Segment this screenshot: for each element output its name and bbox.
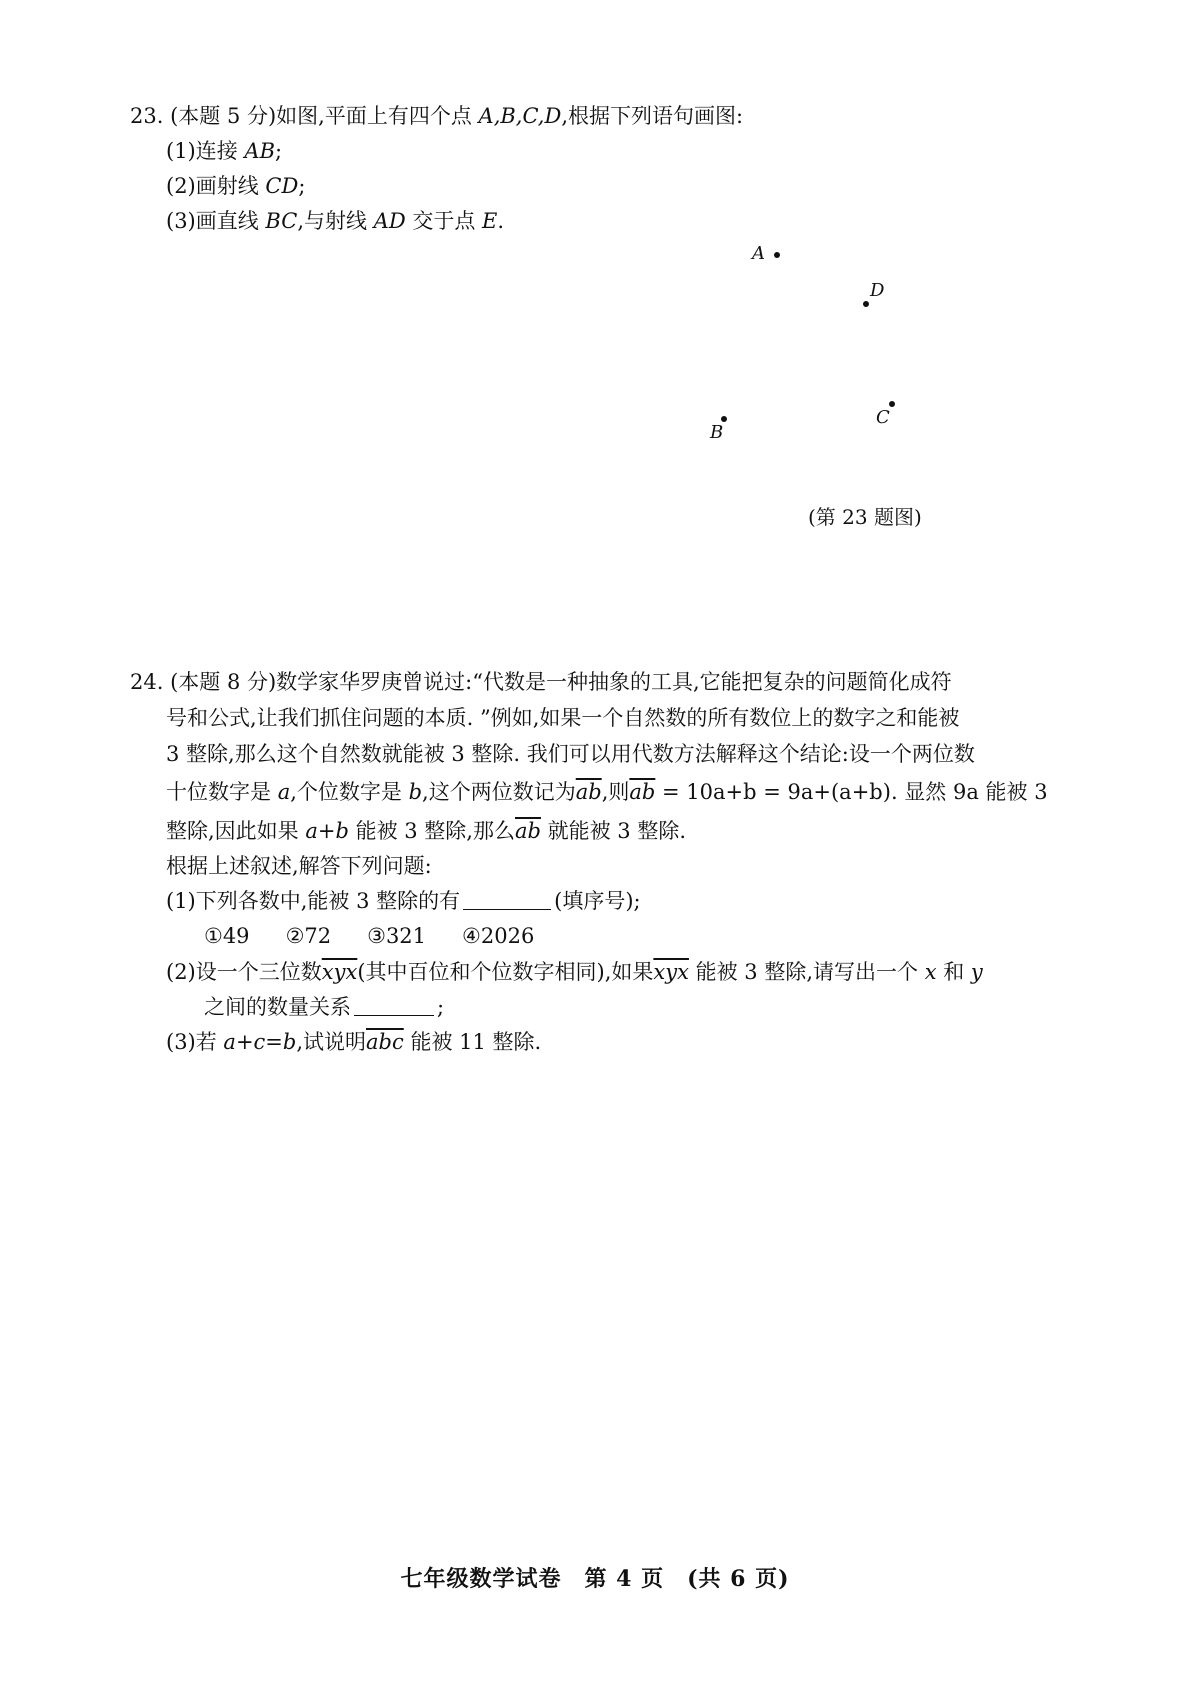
q23-points: A,B,C,D — [478, 104, 562, 128]
q24-line-1: 24. (本题 8 分)数学家华罗庚曾说过:“代数是一种抽象的工具,它能把复杂的问题简化成符 — [130, 670, 952, 694]
q23-item1-post: ; — [275, 139, 283, 163]
q24-p3-b: ,试说明 — [296, 1030, 367, 1054]
q24-part-2 — [166, 958, 983, 986]
q24-part-2-cont — [204, 993, 444, 1021]
page-footer: 七年级数学试卷 第 4 页 (共 6 页) — [400, 1566, 790, 1592]
q23-item1-var: AB — [244, 139, 276, 163]
q24-l4-ab1: $\overline{ab}$ — [575, 780, 602, 804]
q24-p3-abc: $\overline{abc}$ — [366, 1030, 404, 1054]
q23-item3-var3: E — [482, 209, 498, 233]
q24-p3-expr: a+c=b — [223, 1030, 297, 1054]
q23-item-1 — [166, 137, 282, 165]
point-C — [889, 401, 895, 407]
q24-part-3 — [166, 1028, 541, 1056]
q24-line-6: 根据上述叙述,解答下列问题: — [166, 854, 432, 878]
q24-p2-xyx2: $\overline{xyx}$ — [653, 960, 689, 984]
q23-item-3 — [166, 207, 504, 235]
point-A — [774, 252, 780, 258]
label-D: D — [870, 280, 885, 301]
q23-item3-mid: ,与射线 — [297, 209, 374, 233]
q24-l5-expr: a+b — [305, 819, 349, 843]
q24-l4-c: ,这个两位数记为 — [422, 780, 576, 804]
q24-line-4 — [166, 778, 1048, 806]
q24-l5-c: 就能被 3 整除. — [540, 819, 687, 843]
q24-p2-x: x — [924, 960, 937, 984]
q24-p1-post: (填序号); — [554, 889, 641, 913]
q24-p3-c: 能被 11 整除. — [403, 1030, 542, 1054]
answer-blank-2[interactable] — [354, 995, 434, 1016]
q24-p2-y: y — [970, 960, 983, 984]
q24-p2-c: 能被 3 整除,请写出一个 — [688, 960, 925, 984]
q23-item1-pre: (1)连接 — [166, 139, 245, 163]
q23-item3-var2: AD — [373, 209, 406, 233]
q23-item3-mid2: 交于点 — [405, 209, 483, 233]
option-2: ②72 — [285, 924, 332, 948]
q24-p2-f: ; — [437, 995, 445, 1019]
q23-stem-text: 23. (本题 5 分)如图,平面上有四个点 — [130, 104, 479, 128]
label-C: C — [876, 407, 890, 428]
label-B: B — [710, 422, 724, 443]
q24-line-3: 3 整除,那么这个自然数就能被 3 整除. 我们可以用代数方法解释这个结论:设一个两位数 — [166, 742, 975, 766]
q24-p1-pre: (1)下列各数中,能被 3 整除的有 — [166, 889, 461, 913]
q24-l5-ab: $\overline{ab}$ — [514, 819, 541, 843]
q24-p2-d: 和 — [936, 960, 971, 984]
q23-item3-post: . — [497, 209, 505, 233]
q24-l4-a: 十位数字是 — [166, 780, 278, 804]
answer-blank-1[interactable] — [463, 889, 551, 910]
point-B — [721, 416, 727, 422]
q24-l4-var-b: b — [408, 780, 423, 804]
q24-p2-a: (2)设一个三位数 — [166, 960, 322, 984]
q23-stem-text-end: ,根据下列语句画图: — [561, 104, 744, 128]
q24-p2-e: 之间的数量关系 — [204, 995, 351, 1019]
q23-figure — [710, 240, 970, 470]
q24-l4-var-a: a — [277, 780, 291, 804]
q23-item3-pre: (3)画直线 — [166, 209, 266, 233]
q24-line-5 — [166, 817, 686, 845]
q23-item3-var1: BC — [265, 209, 298, 233]
q23-stem — [130, 102, 743, 130]
q24-l4-b: ,个位数字是 — [290, 780, 409, 804]
q23-item2-var: CD — [265, 174, 299, 198]
q24-l4-e: = 10a+b = 9a+(a+b). 显然 9a 能被 3 — [655, 780, 1048, 804]
point-D — [863, 301, 869, 307]
q24-options — [204, 922, 570, 950]
label-A: A — [752, 243, 765, 264]
q24-l4-d: ,则 — [601, 780, 630, 804]
q24-l4-ab2: $\overline{ab}$ — [629, 780, 656, 804]
q24-p2-b: (其中百位和个位数字相同),如果 — [357, 960, 654, 984]
q23-item2-pre: (2)画射线 — [166, 174, 266, 198]
q24-p3-a: (3)若 — [166, 1030, 224, 1054]
q24-line-2: 号和公式,让我们抓住问题的本质. ”例如,如果一个自然数的所有数位上的数字之和能被 — [166, 706, 960, 730]
q24-p2-xyx1: $\overline{xyx}$ — [321, 960, 358, 984]
q24-l5-a: 整除,因此如果 — [166, 819, 306, 843]
q24-l5-b: 能被 3 整除,那么 — [348, 819, 515, 843]
option-1: ①49 — [204, 924, 250, 948]
option-3: ③321 — [367, 924, 427, 948]
option-4: ④2026 — [462, 924, 535, 948]
q23-item-2 — [166, 172, 305, 200]
q24-part-1 — [166, 887, 641, 915]
q23-item2-post: ; — [298, 174, 306, 198]
figure-caption: (第 23 题图) — [808, 505, 922, 529]
